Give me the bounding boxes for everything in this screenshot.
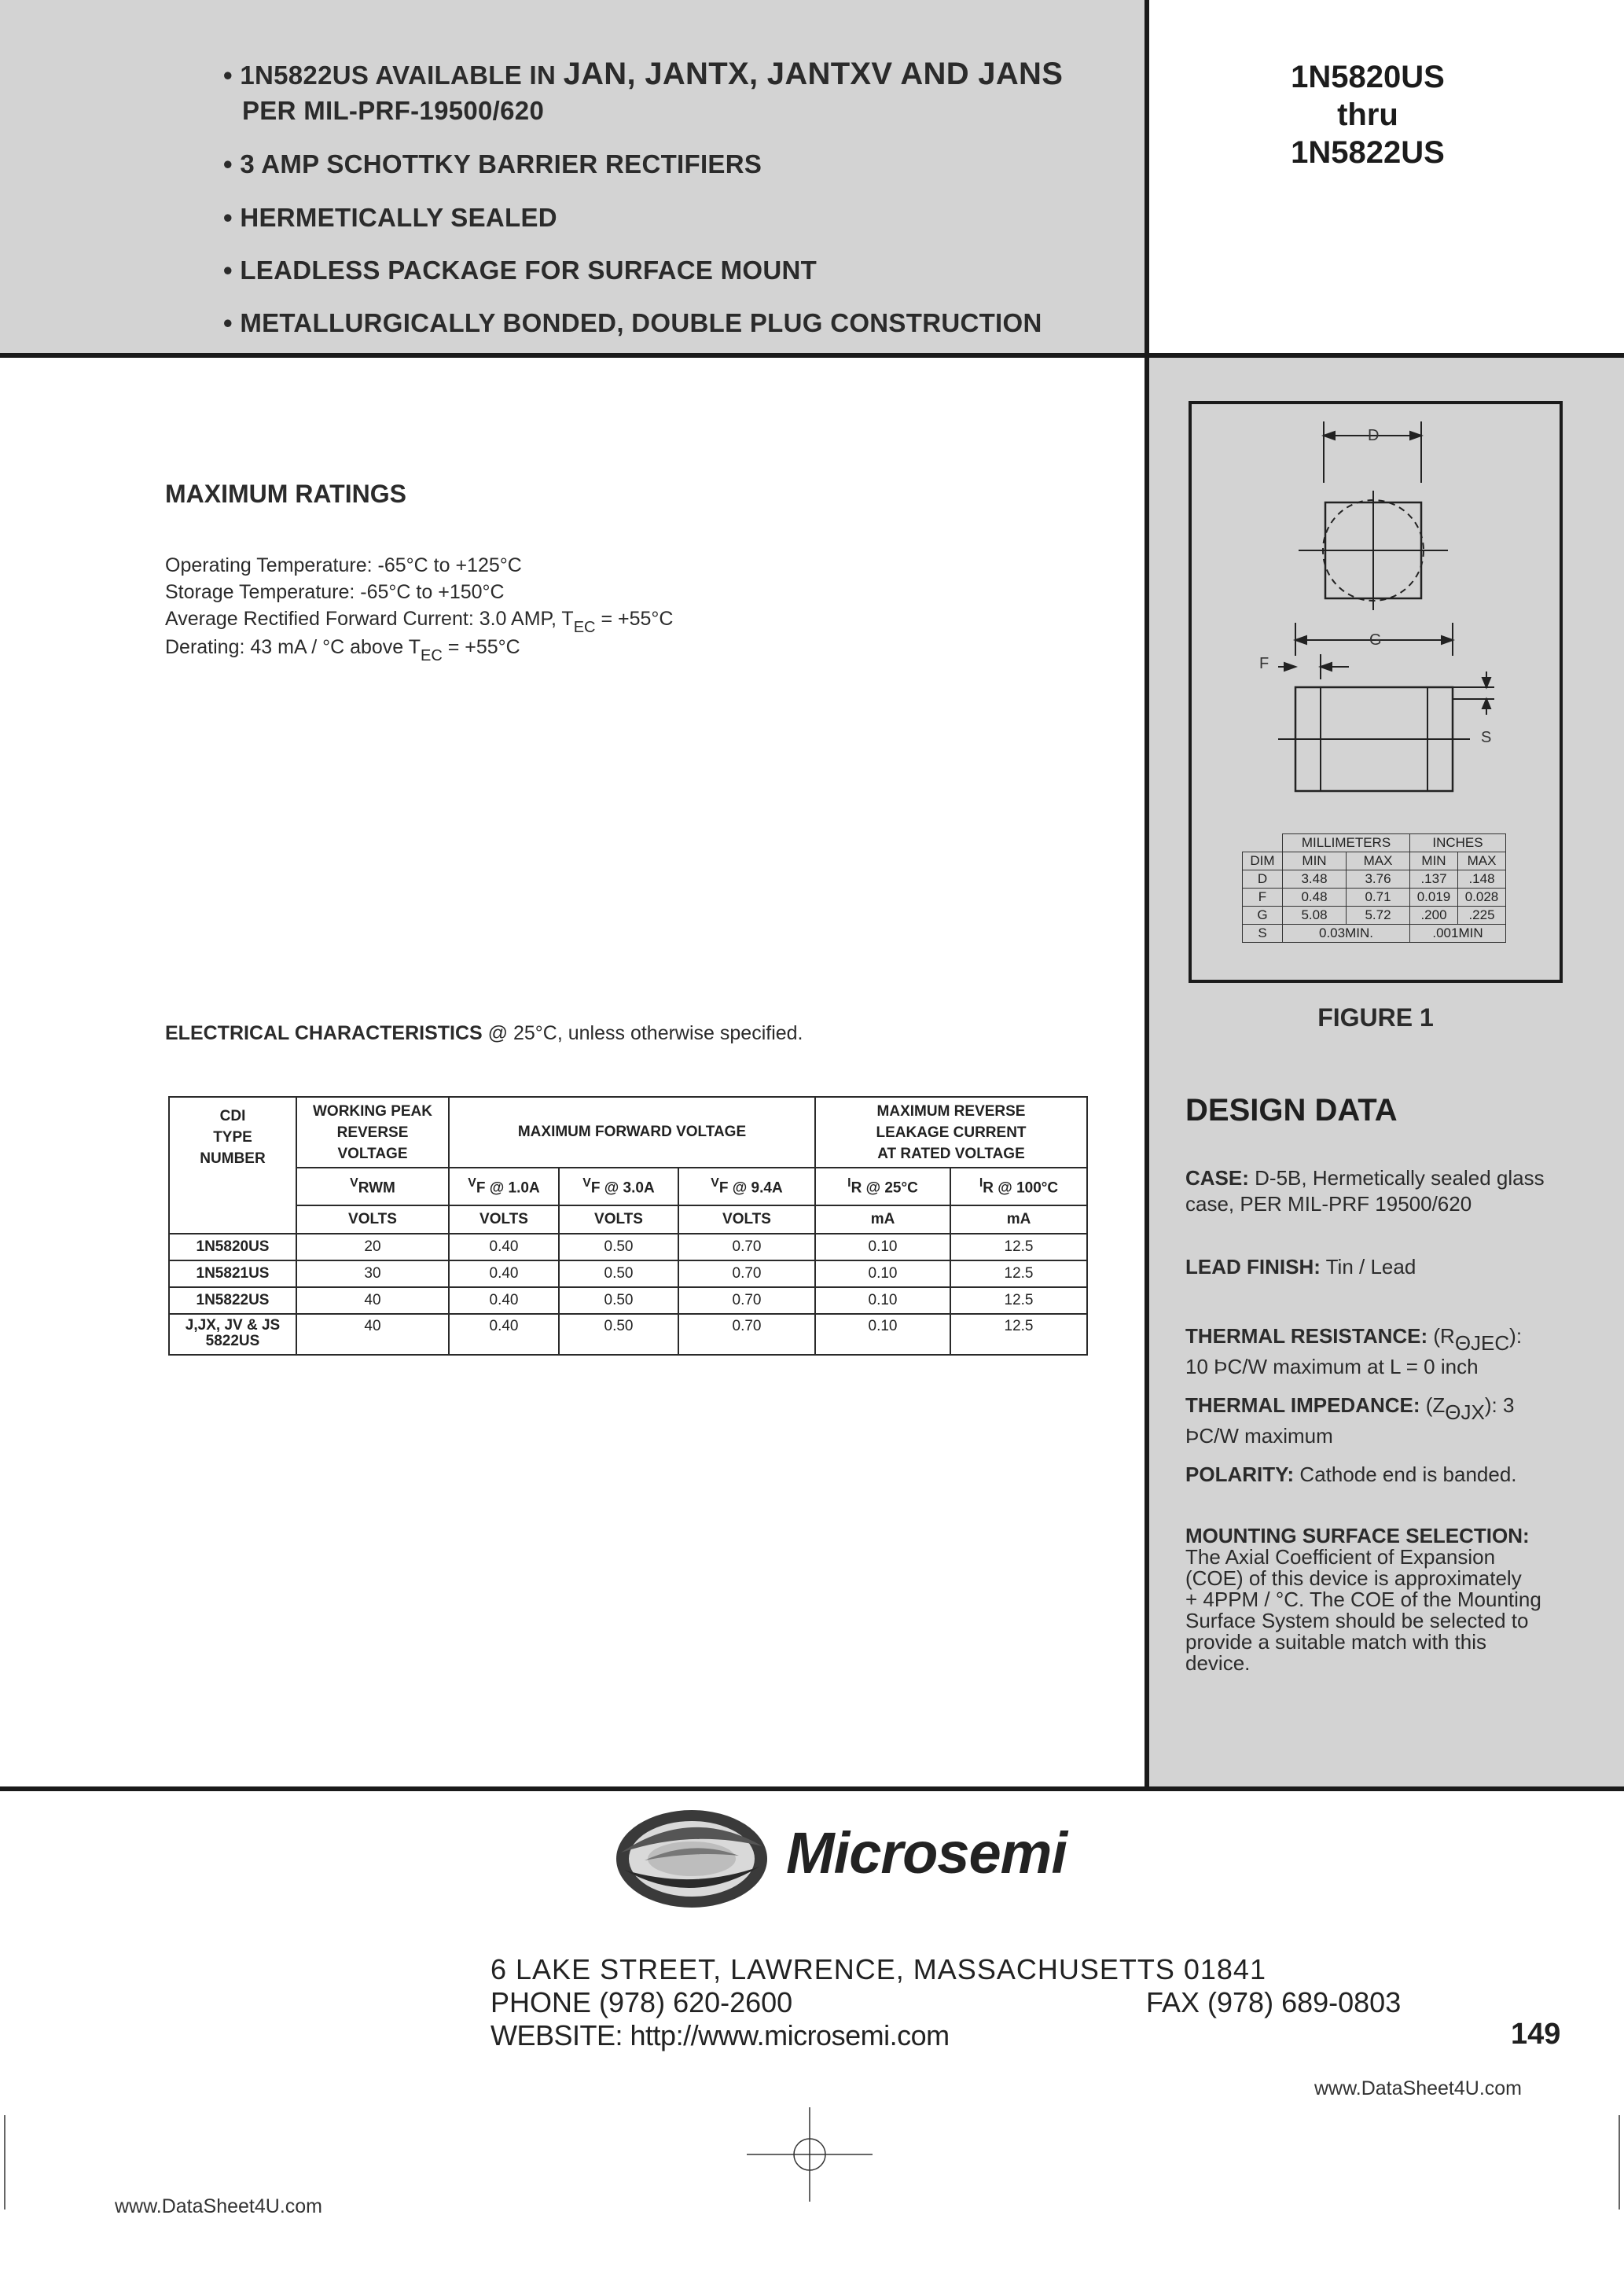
feature-line-1	[223, 57, 1063, 92]
header-cdi-type	[169, 1097, 296, 1234]
cell: 3.48	[1283, 870, 1347, 889]
col-in-max: MAX	[1458, 852, 1506, 870]
feature-line-3: • 3 AMP SCHOTTKY BARRIER RECTIFIERS	[223, 149, 762, 178]
group-millimeters: MILLIMETERS	[1283, 834, 1410, 852]
electrical-table	[168, 1096, 1088, 1356]
forward-current-cond: = +55°C	[595, 608, 674, 630]
polarity-label: POLARITY:	[1185, 1463, 1295, 1486]
electrical-title-rest: @ 25°C, unless otherwise specified.	[482, 1022, 803, 1044]
design-case	[1185, 1167, 1602, 1215]
subscript: EC	[573, 619, 596, 636]
part-number-thru: thru	[1337, 98, 1398, 132]
cell: 0.71	[1347, 889, 1410, 907]
table-row	[169, 1260, 1087, 1287]
registration-marks	[0, 2107, 1624, 2217]
mounting-text: + 4PPM / °C. The COE of the Mounting	[1185, 1588, 1541, 1611]
col-in-min: MIN	[1410, 852, 1458, 870]
group-inches: INCHES	[1410, 834, 1506, 852]
tr-value: 10 ÞC/W maximum at L = 0 inch	[1185, 1355, 1479, 1378]
cell: .225	[1458, 907, 1506, 925]
dim-label-s: S	[1481, 729, 1492, 746]
fax: FAX (978) 689-0803	[1146, 1986, 1402, 2018]
cell: 5.72	[1347, 907, 1410, 925]
design-lead-finish	[1185, 1255, 1416, 1279]
symbol-sup: V	[711, 1176, 719, 1190]
mounting-text: The Axial Coefficient of Expansion	[1185, 1545, 1496, 1569]
dim-label-g: G	[1369, 631, 1382, 649]
subscript: EC	[420, 647, 443, 664]
part-cell	[169, 1314, 296, 1355]
symbol-cell	[449, 1168, 559, 1205]
tr-label: THERMAL RESISTANCE:	[1185, 1324, 1428, 1348]
cell: 0.03MIN.	[1283, 925, 1410, 943]
table-row	[169, 1234, 1087, 1260]
cell: 0.48	[1283, 889, 1347, 907]
header-reverse-leakage	[815, 1097, 1087, 1168]
dim-label-f: F	[1259, 655, 1269, 672]
mounting-text: Surface System should be selected to	[1185, 1609, 1529, 1632]
cell: S	[1243, 925, 1283, 943]
cell: 0.40	[449, 1260, 559, 1287]
operating-temperature: Operating Temperature: -65°C to +125°C	[165, 554, 522, 576]
header-working-peak	[296, 1097, 449, 1168]
case-value: D-5B, Hermetically sealed glass	[1248, 1166, 1545, 1190]
cell: 30	[296, 1260, 449, 1287]
feature-text: • 1N5822US AVAILABLE IN	[223, 61, 564, 90]
design-data-title: DESIGN DATA	[1185, 1093, 1398, 1128]
symbol-cell	[296, 1168, 449, 1205]
footer-divider	[0, 1786, 1624, 1791]
cell: 12.5	[950, 1260, 1087, 1287]
feature-line-4: • HERMETICALLY SEALED	[223, 203, 557, 232]
cell: 12.5	[950, 1234, 1087, 1260]
derating-cond: = +55°C	[442, 636, 520, 658]
cell: 0.40	[449, 1234, 559, 1260]
ti-label: THERMAL IMPEDANCE:	[1185, 1393, 1420, 1417]
cell: 0.50	[559, 1314, 678, 1355]
design-thermal-resistance	[1185, 1323, 1602, 1380]
website: WEBSITE: http://www.microsemi.com	[491, 2019, 950, 2051]
case-label: CASE:	[1185, 1166, 1249, 1190]
part-cell: 1N5820US	[169, 1234, 296, 1260]
mounting-text: (COE) of this device is approximately	[1185, 1566, 1522, 1590]
cell: .137	[1410, 870, 1458, 889]
dimension-table-wrap	[1242, 833, 1506, 943]
symbol-text: F @ 9.4A	[718, 1179, 783, 1197]
feature-line-6: • METALLURGICALLY BONDED, DOUBLE PLUG CONSTRUCTION	[223, 308, 1042, 337]
cell: 12.5	[950, 1314, 1087, 1355]
ti-subscript: ΘJX	[1445, 1400, 1485, 1424]
phone: PHONE (978) 620-2600	[491, 1986, 793, 2018]
cell: 0.019	[1410, 889, 1458, 907]
header-divider	[0, 353, 1624, 358]
ti-symbol: (Z	[1420, 1393, 1446, 1417]
watermark-left: www.DataSheet4U.com	[115, 2195, 323, 2217]
header-text: WORKING PEAK	[313, 1102, 432, 1120]
cell: 0.50	[559, 1287, 678, 1314]
lead-value: Tin / Lead	[1320, 1255, 1416, 1279]
table-row	[169, 1314, 1087, 1355]
vertical-divider	[1145, 0, 1149, 1789]
unit-cell: VOLTS	[678, 1205, 815, 1234]
cell: .148	[1458, 870, 1506, 889]
part-number-box	[1145, 0, 1624, 355]
symbol-cell	[950, 1168, 1087, 1205]
cell: 0.10	[815, 1260, 950, 1287]
symbol-text: R @ 25°C	[851, 1179, 918, 1197]
figure-caption: FIGURE 1	[1317, 1003, 1434, 1032]
unit-cell: VOLTS	[449, 1205, 559, 1234]
forward-current-text: Average Rectified Forward Current: 3.0 AMP, T	[165, 608, 574, 630]
storage-temperature: Storage Temperature: -65°C to +150°C	[165, 581, 505, 603]
part-cell: 1N5821US	[169, 1260, 296, 1287]
case-value-2: case, PER MIL-PRF 19500/620	[1185, 1192, 1472, 1216]
cell: 0.10	[815, 1314, 950, 1355]
col-dim: DIM	[1243, 852, 1283, 870]
symbol-text: F @ 1.0A	[476, 1179, 540, 1197]
tr-subscript: ΘJEC	[1454, 1331, 1510, 1355]
derating	[165, 634, 673, 662]
tr-end: ):	[1509, 1324, 1523, 1348]
cell: .001MIN	[1410, 925, 1506, 943]
table-row	[1243, 889, 1506, 907]
derating-text: Derating: 43 mA / °C above T	[165, 636, 421, 658]
feature-line-2: PER MIL-PRF-19500/620	[242, 96, 545, 125]
design-polarity	[1185, 1463, 1517, 1487]
cell: 0.10	[815, 1287, 950, 1314]
feature-qualifications: JAN, JANTX, JANTXV AND JANS	[563, 57, 1064, 91]
part-number-from: 1N5820US	[1291, 60, 1445, 94]
part-text: J,JX, JV & JS	[185, 1317, 281, 1334]
cell: 12.5	[950, 1287, 1087, 1314]
symbol-sup: V	[582, 1176, 591, 1190]
part-text: 5822US	[205, 1333, 260, 1349]
cell: 0.40	[449, 1314, 559, 1355]
part-cell: 1N5822US	[169, 1287, 296, 1314]
design-thermal-impedance	[1185, 1392, 1602, 1449]
figure-1-panel	[1189, 401, 1563, 983]
mounting-text: provide a suitable match with this	[1185, 1630, 1486, 1654]
electrical-title	[165, 1022, 803, 1045]
package-outline-drawing	[1192, 404, 1560, 829]
header-text: TYPE	[213, 1129, 252, 1146]
microsemi-swirl-icon	[613, 1797, 770, 1915]
cell: 3.76	[1347, 870, 1410, 889]
cell: D	[1243, 870, 1283, 889]
symbol-sup: V	[350, 1176, 358, 1190]
symbol-text: RWM	[358, 1179, 395, 1197]
symbol-cell	[815, 1168, 950, 1205]
design-mounting	[1185, 1525, 1610, 1674]
ratings-block	[165, 552, 673, 662]
cell: 0.50	[559, 1234, 678, 1260]
page-number: 149	[1511, 2018, 1561, 2051]
part-number-to: 1N5822US	[1291, 135, 1445, 170]
ti-value: ÞC/W maximum	[1185, 1424, 1333, 1448]
cell: 5.08	[1283, 907, 1347, 925]
symbol-sup: I	[847, 1176, 851, 1190]
dim-label-d: D	[1368, 427, 1380, 444]
cell: 0.70	[678, 1287, 815, 1314]
cell: 20	[296, 1234, 449, 1260]
cell: 0.70	[678, 1234, 815, 1260]
microsemi-logo	[613, 1797, 1100, 1915]
header-text: CDI	[219, 1108, 246, 1124]
lead-label: LEAD FINISH:	[1185, 1255, 1321, 1279]
header-text: MAXIMUM REVERSE	[876, 1102, 1026, 1120]
cell: F	[1243, 889, 1283, 907]
cell: 0.70	[678, 1260, 815, 1287]
address: 6 LAKE STREET, LAWRENCE, MASSACHUSETTS 01841	[491, 1953, 1266, 1985]
cell: 0.40	[449, 1287, 559, 1314]
cell: 40	[296, 1287, 449, 1314]
cell: G	[1243, 907, 1283, 925]
table-row	[169, 1287, 1087, 1314]
symbol-cell	[559, 1168, 678, 1205]
cell: 0.70	[678, 1314, 815, 1355]
unit-cell: VOLTS	[559, 1205, 678, 1234]
unit-cell: VOLTS	[296, 1205, 449, 1234]
symbol-row	[169, 1168, 1087, 1205]
mounting-text: device.	[1185, 1651, 1251, 1675]
dimension-table	[1242, 833, 1506, 943]
blank-cell	[1243, 834, 1283, 852]
cell: .200	[1410, 907, 1458, 925]
tr-symbol: (R	[1427, 1324, 1455, 1348]
table-row	[1243, 870, 1506, 889]
symbol-sup: I	[979, 1176, 983, 1190]
cell: 0.028	[1458, 889, 1506, 907]
symbol-cell	[678, 1168, 815, 1205]
ti-end: ): 3	[1484, 1393, 1515, 1417]
header-forward-voltage: MAXIMUM FORWARD VOLTAGE	[449, 1097, 815, 1168]
header-text: VOLTAGE	[337, 1145, 408, 1162]
table-row	[1243, 907, 1506, 925]
electrical-title-bold: ELECTRICAL CHARACTERISTICS	[165, 1022, 483, 1044]
cell: 40	[296, 1314, 449, 1355]
symbol-sup: V	[468, 1176, 476, 1190]
header-text: AT RATED VOLTAGE	[877, 1145, 1025, 1162]
polarity-value: Cathode end is banded.	[1294, 1463, 1517, 1486]
header-text: REVERSE	[336, 1124, 409, 1141]
forward-current	[165, 605, 673, 634]
cell: 0.10	[815, 1234, 950, 1260]
cell: 0.50	[559, 1260, 678, 1287]
unit-cell: mA	[815, 1205, 950, 1234]
ratings-title: MAXIMUM RATINGS	[165, 480, 406, 508]
unit-row	[169, 1205, 1087, 1234]
symbol-text: R @ 100°C	[983, 1179, 1059, 1197]
mounting-label: MOUNTING SURFACE SELECTION:	[1185, 1524, 1530, 1547]
table-row	[1243, 925, 1506, 943]
header-text: LEAKAGE CURRENT	[876, 1124, 1027, 1141]
feature-line-5: • LEADLESS PACKAGE FOR SURFACE MOUNT	[223, 256, 818, 285]
symbol-text: F @ 3.0A	[590, 1179, 655, 1197]
header-text: NUMBER	[200, 1150, 266, 1167]
brand-name: Microsemi	[786, 1820, 1067, 1886]
col-mm-min: MIN	[1283, 852, 1347, 870]
watermark-right: www.DataSheet4U.com	[1314, 2077, 1523, 2099]
unit-cell: mA	[950, 1205, 1087, 1234]
col-mm-max: MAX	[1347, 852, 1410, 870]
